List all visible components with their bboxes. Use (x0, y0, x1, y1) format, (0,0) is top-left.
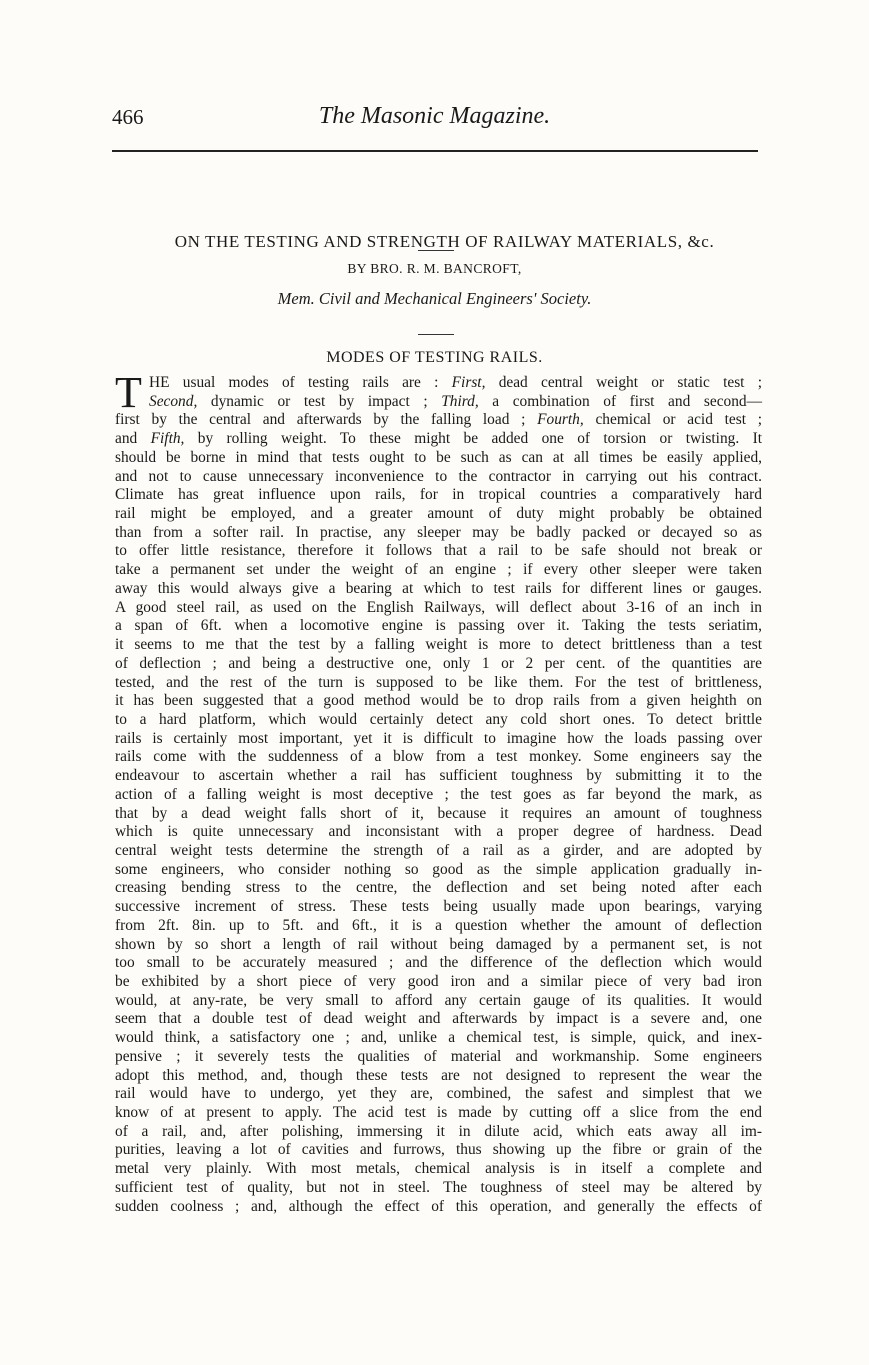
text-line (115, 730, 762, 749)
text-run: of deflection ; and being a destructive one, only 1 or 2 per cent. of the quantities are (115, 654, 762, 672)
italic-text: Third, (441, 392, 479, 410)
text-run: rail might be employed, and a greater amount of duty might probably be obtained (115, 505, 762, 523)
italic-text: First, (451, 374, 486, 391)
text-run: a span of 6ft. when a locomotive engine is passing over it. Taking the tests seriatim, (115, 617, 762, 635)
author-byline: BY BRO. R. M. BANCROFT, (347, 261, 522, 276)
text-run: to offer little resistance, therefore it follows that a rail to be safe should not break or (115, 542, 762, 560)
byline-divider (418, 334, 454, 335)
text-line (115, 542, 762, 561)
text-run: metal very plainly. With most metals, chemical analysis is in itself a complete and (115, 1160, 762, 1178)
text-line (115, 786, 762, 805)
text-run: know of at present to apply. The acid test is made by cutting off a slice from the end (115, 1104, 762, 1122)
author-affiliation: Mem. Civil and Mechanical Engineers' Society. (277, 289, 592, 308)
text-line (115, 692, 762, 711)
text-line (115, 805, 762, 824)
text-run: action of a falling weight is most deceptive ; the test goes as far beyond the mark, as (115, 785, 762, 803)
page-number: 466 (112, 105, 144, 129)
text-line (115, 1085, 762, 1104)
text-run: creasing bending stress to the centre, the deflection and set being noted after each (115, 879, 762, 897)
text-run: purities, leaving a lot of cavities and furrows, thus showing up the fibre or grain of the (115, 1141, 762, 1159)
italic-text: Fifth, (150, 430, 185, 448)
text-run: away this would always give a bearing at which to test rails for different lines or gauges. (115, 579, 762, 597)
text-line (115, 524, 762, 543)
text-line (115, 655, 762, 674)
text-run: pensive ; it severely tests the qualities of material and workmanship. Some engineers (115, 1047, 762, 1065)
text-run: endeavour to ascertain whether a rail has sufficient toughness by submitting it to the (115, 767, 762, 785)
text-line (115, 486, 762, 505)
text-line (115, 1123, 762, 1142)
text-run: and (115, 430, 151, 448)
italic-text: Second, (149, 392, 198, 410)
text-run: rail would have to undergo, yet they are, combined, the safest and simplest that we (115, 1085, 762, 1103)
article-title: ON THE TESTING AND STRENGTH OF RAILWAY MATERIALS, &c. (174, 232, 715, 251)
text-run: should be borne in mind that tests ought to be such as can at all times be easily applied, (115, 448, 762, 466)
text-line (115, 505, 762, 524)
text-run: chemical or acid test ; (583, 411, 762, 429)
text-run: which is quite unnecessary and inconsistant with a proper degree of hardness. Dead (115, 823, 762, 841)
text-line (115, 393, 762, 412)
text-line (115, 411, 762, 430)
text-line (115, 580, 762, 599)
text-line (115, 1160, 762, 1179)
text-line (115, 617, 762, 636)
text-line (115, 823, 762, 842)
text-run: rails come with the suddenness of a blow from a test monkey. Some engineers say the (115, 748, 762, 766)
text-run: Climate has great influence upon rails, for in tropical countries a comparatively hard (115, 486, 762, 504)
article-body (115, 368, 762, 1216)
text-line (115, 711, 762, 730)
text-line (115, 1048, 762, 1067)
text-run: adopt this method, and, though these tests are not designed to represent the wear the (115, 1066, 762, 1084)
text-line (115, 599, 762, 618)
text-line (115, 748, 762, 767)
text-line (115, 861, 762, 880)
text-run: it has been suggested that a good method would be to drop rails from a given heighth on (115, 692, 762, 710)
text-run: central weight tests determine the strength of a rail as a girder, and are adopted by (115, 841, 762, 859)
text-line (115, 917, 762, 936)
section-title: MODES OF TESTING RAILS. (326, 349, 543, 366)
running-head: The Masonic Magazine. (318, 103, 551, 129)
text-run: by rolling weight. To these might be added one of torsion or twisting. It (184, 430, 762, 448)
text-line (115, 1067, 762, 1086)
text-run: HE usual modes of testing rails are : (149, 374, 452, 391)
text-line (115, 430, 762, 449)
text-run: from 2ft. 8in. up to 5ft. and 6ft., it is a question whether the amount of deflection (115, 916, 762, 934)
text-line (115, 1104, 762, 1123)
text-run: of a rail, and, after polishing, immersing it in dilute acid, which eats away all im- (115, 1122, 762, 1140)
text-line (115, 879, 762, 898)
text-line (115, 767, 762, 786)
text-line (115, 1029, 762, 1048)
text-line (115, 1010, 762, 1029)
text-run: too small to be accurately measured ; and the difference of the deflection which would (115, 954, 762, 972)
text-run: take a permanent set under the weight of an engine ; if every other sleeper were taken (115, 561, 762, 579)
text-run: be exhibited by a short piece of very good iron and a similar piece of very bad iron (115, 973, 762, 990)
text-run: A good steel rail, as used on the English Railways, will deflect about 3-16 of an inch in (115, 598, 762, 616)
italic-text: Fourth, (537, 411, 584, 429)
text-line (115, 1141, 762, 1160)
text-run: sudden coolness ; and, although the effect of this operation, and generally the effects of (115, 1197, 762, 1215)
text-line (115, 636, 762, 655)
text-run: first by the central and afterwards by the falling load ; (115, 411, 538, 429)
text-line (115, 954, 762, 973)
title-divider (418, 250, 454, 251)
text-run: would think, a satisfactory one ; and, unlike a chemical test, is simple, quick, and inex- (115, 1029, 762, 1047)
text-run: seem that a double test of dead weight and afterwards by impact is a severe and, one (115, 1010, 762, 1028)
text-run: that by a dead weight falls short of it, because it requires an amount of toughness (115, 804, 762, 822)
text-run: some engineers, who consider nothing so good as the simple application gradually in- (115, 860, 762, 878)
text-line (115, 992, 762, 1011)
text-line (115, 468, 762, 487)
text-run: successive increment of stress. These tests being usually made upon bearings, varying (115, 898, 762, 916)
text-run: shown by so short a length of rail without being damaged by a permanent set, is not (115, 935, 762, 953)
text-run: would, at any-rate, be very small to afford any certain gauge of its qualities. It would (115, 991, 762, 1009)
text-run: sufficient test of quality, but not in steel. The toughness of steel may be altered by (115, 1178, 762, 1196)
text-line (115, 449, 762, 468)
text-line (115, 898, 762, 917)
text-run: to a hard platform, which would certainly detect any cold short ones. To detect brittle (115, 710, 762, 728)
text-line (115, 936, 762, 955)
text-line (115, 674, 762, 693)
header-rule (112, 150, 758, 152)
text-run: a combination of first and second— (478, 392, 762, 410)
text-line (115, 561, 762, 580)
text-line (115, 1198, 762, 1217)
text-run: dynamic or test by impact ; (197, 392, 442, 410)
drop-cap: T (115, 368, 142, 417)
text-line (115, 1179, 762, 1198)
text-line (115, 973, 762, 992)
text-run: tested, and the rest of the turn is supposed to be like them. For the test of brittleness, (115, 673, 762, 691)
text-run: rails is certainly most important, yet it is difficult to imagine how the loads passing over (115, 729, 762, 747)
text-run: than from a softer rail. In practise, any sleeper may be badly packed or decayed so as (115, 523, 762, 541)
text-run: dead central weight or static test ; (485, 374, 762, 391)
text-line (115, 842, 762, 861)
text-run: it seems to me that the test by a falling weight is more to detect brittleness than a test (115, 636, 762, 654)
text-run: and not to cause unnecessary inconvenience to the contractor in carrying out his contract. (115, 467, 762, 485)
